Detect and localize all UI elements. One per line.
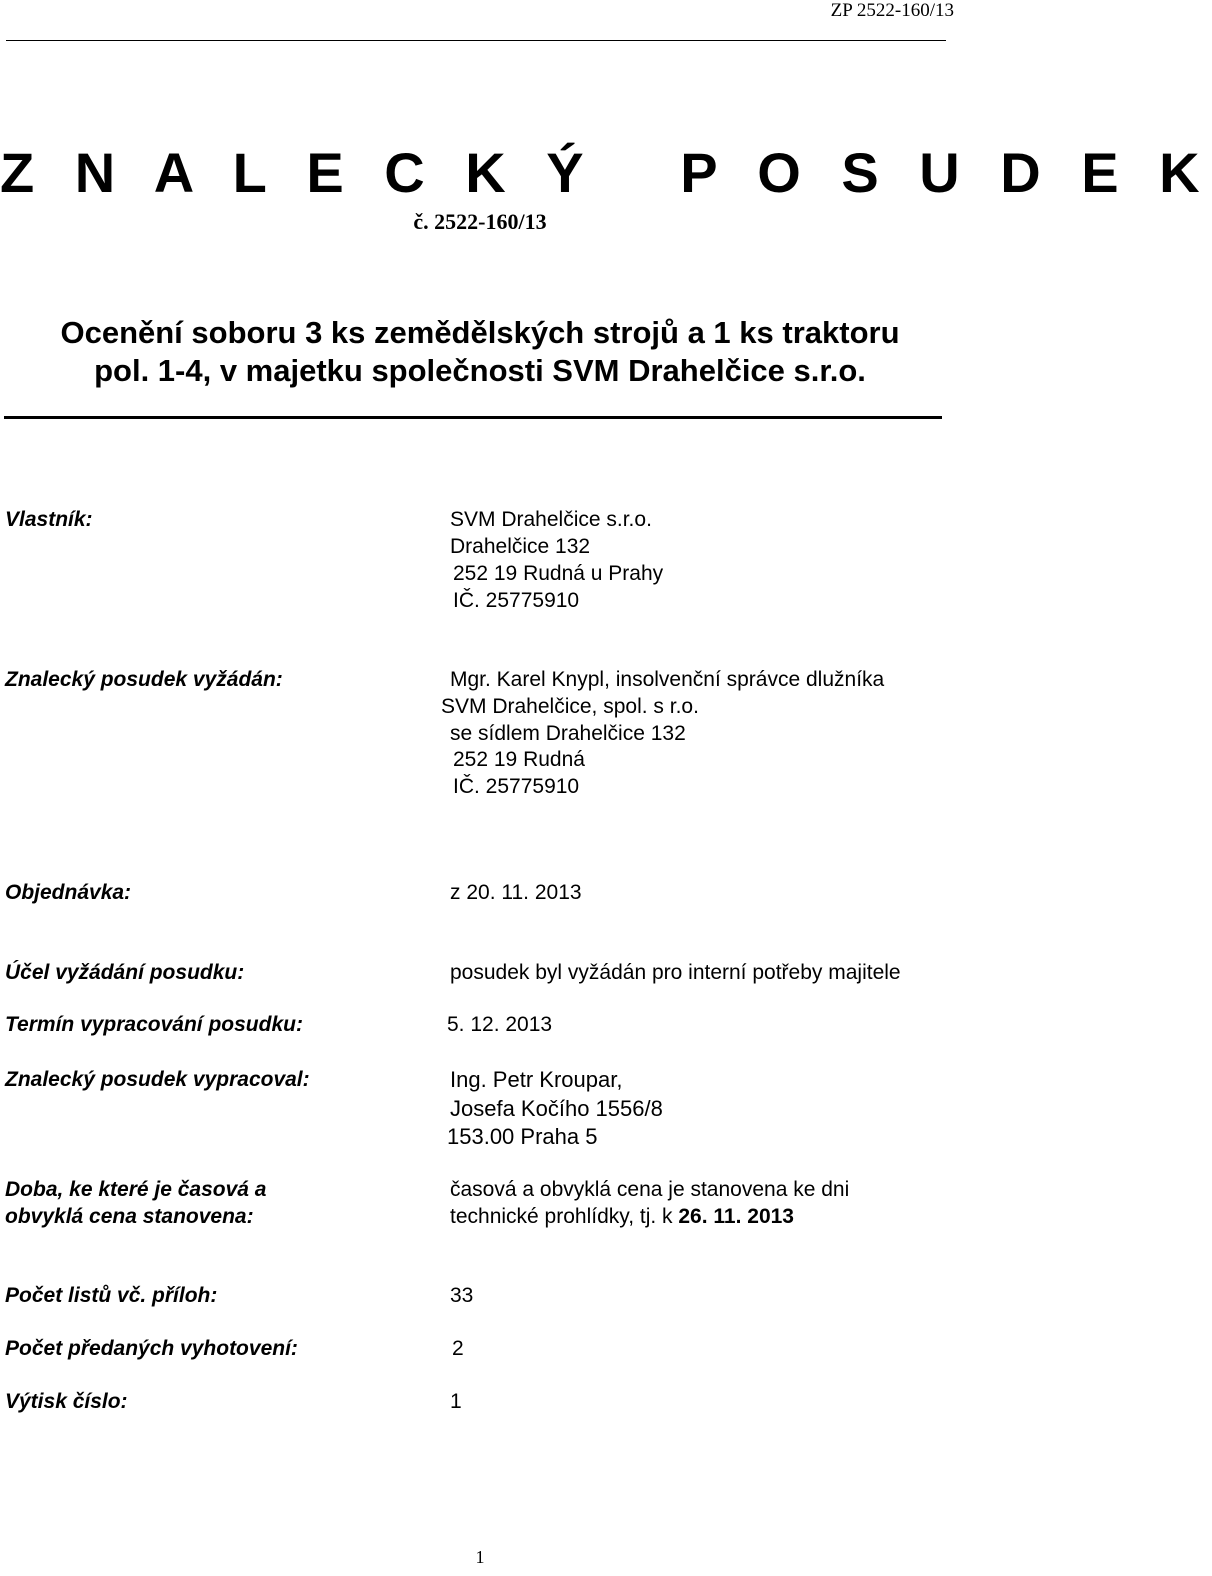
owner-line: SVM Drahelčice s.r.o.: [450, 508, 652, 531]
valuation-date-label: Doba, ke které je časová a: [5, 1178, 267, 1201]
purpose-label: Účel vyžádání posudku:: [5, 961, 245, 984]
requested-by-label: Znalecký posudek vyžádán:: [5, 668, 283, 691]
copies-value: 2: [452, 1337, 464, 1360]
prepared-by-line: Josefa Kočího 1556/8: [450, 1096, 663, 1121]
deadline-value: 5. 12. 2013: [447, 1013, 553, 1036]
subject-line-2: pol. 1-4, v majetku společnosti SVM Drahelčice s.r.o.: [94, 353, 866, 388]
valuation-date-label: obvyklá cena stanovena:: [5, 1205, 254, 1228]
header-divider: [6, 40, 946, 41]
requested-by-line: IČ. 25775910: [453, 775, 580, 798]
copy-number-value: 1: [450, 1390, 462, 1413]
purpose-value: posudek byl vyžádán pro interní potřeby majitele: [450, 961, 901, 984]
order-value: z 20. 11. 2013: [450, 881, 582, 904]
prepared-by-line: Ing. Petr Kroupar,: [450, 1067, 623, 1092]
document-number: č. 2522-160/13: [413, 209, 547, 234]
page-number: 1: [475, 1547, 485, 1567]
requested-by-line: SVM Drahelčice, spol. s r.o.: [441, 695, 699, 718]
owner-line: Drahelčice 132: [450, 535, 591, 558]
owner-line: IČ. 25775910: [453, 589, 580, 612]
sheet-count-label: Počet listů vč. příloh:: [5, 1284, 218, 1307]
copies-label: Počet předaných vyhotovení:: [5, 1337, 298, 1360]
requested-by-line: 252 19 Rudná: [453, 748, 585, 771]
document-reference: ZP 2522-160/13: [830, 0, 954, 21]
deadline-label: Termín vypracování posudku:: [5, 1013, 303, 1036]
prepared-by-line: 153.00 Praha 5: [447, 1124, 598, 1149]
valuation-date-prefix: technické prohlídky, tj. k: [450, 1205, 679, 1228]
requested-by-line: se sídlem Drahelčice 132: [450, 722, 686, 745]
valuation-date-text: časová a obvyklá cena je stanovena ke dni: [450, 1178, 850, 1201]
valuation-date-text: [450, 1203, 794, 1230]
requested-by-line: Mgr. Karel Knypl, insolvenční správce dlužníka: [450, 668, 885, 691]
order-label: Objednávka:: [5, 881, 132, 904]
document-title: Z N A L E C K Ý P O S U D E K: [0, 141, 1212, 204]
prepared-by-label: Znalecký posudek vypracoval:: [5, 1068, 310, 1091]
copy-number-label: Výtisk číslo:: [5, 1390, 128, 1413]
owner-label: Vlastník:: [5, 508, 93, 531]
sheet-count-value: 33: [450, 1284, 474, 1307]
subject-line-1: Ocenění soboru 3 ks zemědělských strojů a 1 ks traktoru: [60, 315, 900, 350]
owner-line: 252 19 Rudná u Prahy: [453, 562, 664, 585]
valuation-date-value: 26. 11. 2013: [678, 1205, 794, 1228]
title-divider: [4, 416, 942, 419]
